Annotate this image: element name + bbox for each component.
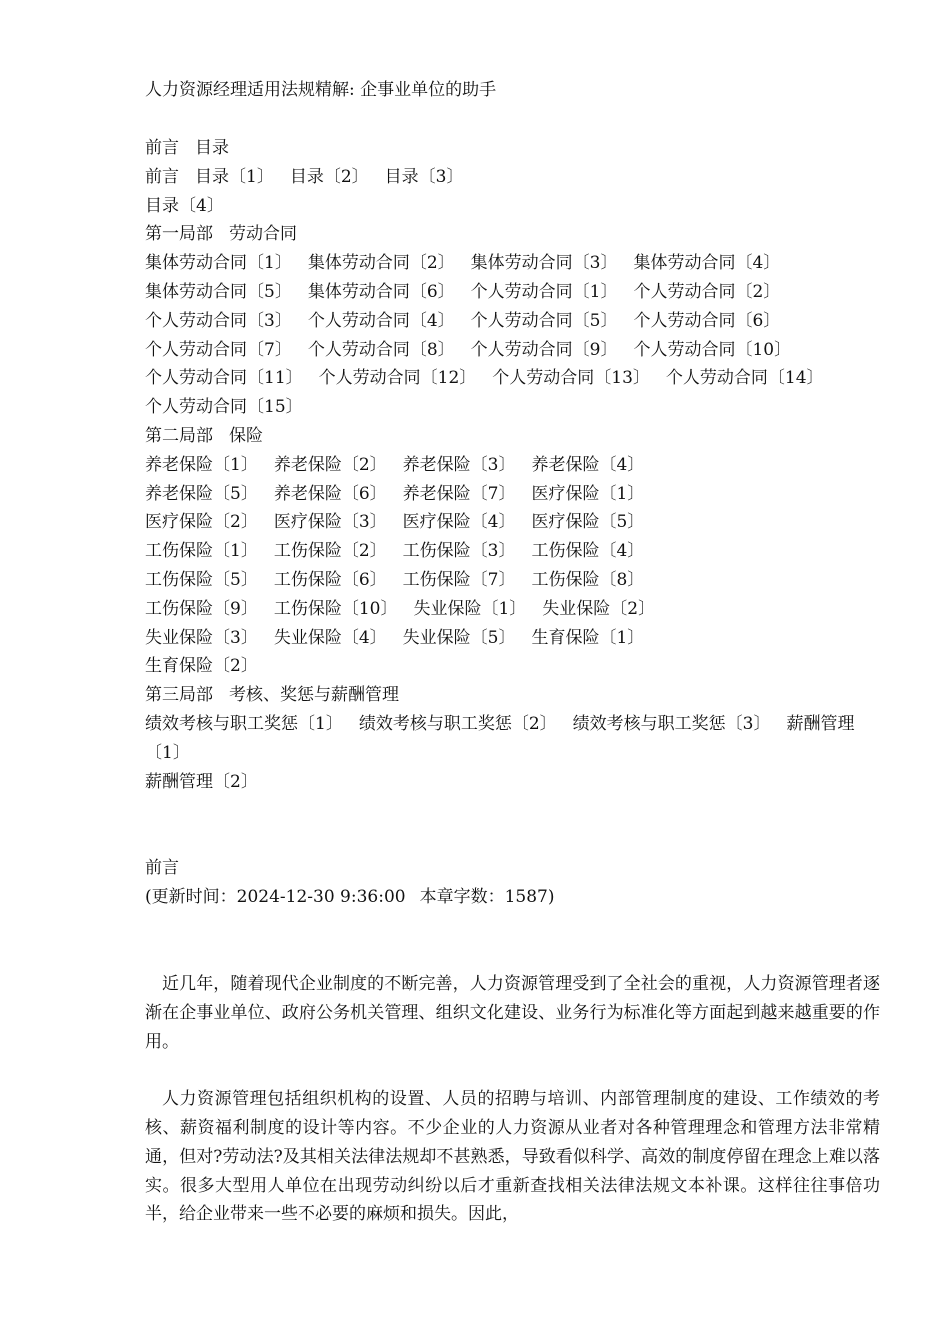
toc-item[interactable]: 集体劳动合同〔5〕 bbox=[145, 281, 292, 302]
toc-item[interactable]: 医疗保险〔5〕 bbox=[531, 512, 645, 533]
toc-item[interactable]: 工伤保险〔4〕 bbox=[531, 541, 645, 562]
toc-item[interactable]: 医疗保险〔2〕 bbox=[145, 512, 258, 533]
toc-item[interactable]: 工伤保险〔1〕 bbox=[145, 541, 258, 562]
toc-item[interactable]: 目录〔4〕 bbox=[145, 195, 224, 216]
toc-item[interactable]: 失业保险〔5〕 bbox=[402, 627, 516, 648]
toc-item[interactable]: 个人劳动合同〔2〕 bbox=[633, 281, 781, 302]
toc-line bbox=[145, 278, 880, 307]
toc-item[interactable]: 目录〔2〕 bbox=[289, 166, 369, 187]
chapter-header bbox=[145, 854, 880, 912]
toc-item[interactable]: 失业保险〔4〕 bbox=[273, 627, 387, 648]
toc-item[interactable]: 个人劳动合同〔1〕 bbox=[470, 281, 618, 302]
toc-item[interactable]: 工伤保险〔9〕 bbox=[145, 598, 258, 619]
toc-item[interactable]: 集体劳动合同〔3〕 bbox=[470, 253, 618, 274]
toc-line bbox=[145, 768, 880, 797]
toc-item[interactable]: 集体劳动合同〔4〕 bbox=[633, 253, 781, 274]
toc-item[interactable]: 工伤保险〔2〕 bbox=[273, 541, 387, 562]
toc-item[interactable]: 工伤保险〔3〕 bbox=[402, 541, 516, 562]
toc-item[interactable]: 个人劳动合同〔10〕 bbox=[633, 339, 792, 360]
toc-item[interactable]: 劳动合同 bbox=[229, 224, 297, 245]
toc-item[interactable]: 养老保险〔7〕 bbox=[402, 483, 516, 504]
toc-item[interactable]: 绩效考核与职工奖惩〔1〕 bbox=[145, 713, 343, 734]
toc-item[interactable]: 第二局部 bbox=[145, 425, 213, 446]
toc-item[interactable]: 个人劳动合同〔11〕 bbox=[145, 368, 303, 389]
toc-line bbox=[145, 480, 880, 509]
toc-line bbox=[145, 307, 880, 336]
toc-item[interactable]: 医疗保险〔4〕 bbox=[402, 512, 516, 533]
toc-item[interactable]: 生育保险〔1〕 bbox=[531, 627, 645, 648]
toc-item[interactable]: 工伤保险〔6〕 bbox=[273, 569, 387, 590]
toc-item[interactable]: 目录 bbox=[195, 138, 229, 158]
word-count: 本章字数：1587) bbox=[419, 887, 555, 908]
toc-item[interactable]: 养老保险〔3〕 bbox=[402, 454, 516, 475]
toc-item[interactable]: 集体劳动合同〔2〕 bbox=[307, 253, 455, 274]
toc-item[interactable]: 绩效考核与职工奖惩〔2〕 bbox=[358, 713, 557, 734]
toc-line bbox=[145, 652, 880, 681]
toc-line bbox=[145, 220, 880, 249]
toc-line bbox=[145, 364, 880, 393]
toc-line bbox=[145, 249, 880, 278]
toc-line bbox=[145, 595, 880, 624]
toc-item[interactable]: 目录〔1〕 bbox=[195, 166, 274, 187]
toc-item[interactable]: 个人劳动合同〔5〕 bbox=[470, 310, 618, 331]
toc-item[interactable]: 失业保险〔2〕 bbox=[542, 598, 656, 619]
toc-item[interactable]: 个人劳动合同〔8〕 bbox=[307, 339, 455, 360]
toc-item[interactable]: 个人劳动合同〔13〕 bbox=[492, 368, 650, 389]
toc-item[interactable]: 考核、奖惩与薪酬管理 bbox=[229, 685, 399, 706]
toc-item[interactable]: 个人劳动合同〔9〕 bbox=[470, 339, 618, 360]
toc-item[interactable]: 目录〔3〕 bbox=[384, 166, 464, 187]
toc-item[interactable]: 工伤保险〔5〕 bbox=[145, 569, 258, 590]
toc-line bbox=[145, 624, 880, 653]
toc-item[interactable]: 薪酬管理〔1〕 bbox=[145, 713, 855, 763]
toc-line bbox=[145, 134, 880, 163]
toc-item[interactable]: 失业保险〔1〕 bbox=[413, 598, 527, 619]
toc-item[interactable]: 生育保险〔2〕 bbox=[145, 656, 258, 677]
toc-item[interactable]: 绩效考核与职工奖惩〔3〕 bbox=[572, 713, 771, 734]
toc-item[interactable]: 个人劳动合同〔6〕 bbox=[633, 310, 781, 331]
toc-line bbox=[145, 422, 880, 451]
toc-line bbox=[145, 393, 880, 422]
toc-item[interactable]: 个人劳动合同〔14〕 bbox=[665, 368, 824, 389]
document-title: 人力资源经理适用法规精解: 企事业单位的助手 bbox=[145, 80, 497, 100]
table-of-contents bbox=[145, 134, 880, 796]
toc-item[interactable]: 养老保险〔1〕 bbox=[145, 454, 258, 475]
toc-item[interactable]: 个人劳动合同〔4〕 bbox=[307, 310, 455, 331]
toc-item[interactable]: 养老保险〔4〕 bbox=[531, 454, 645, 475]
toc-item[interactable]: 医疗保险〔3〕 bbox=[273, 512, 387, 533]
toc-line bbox=[145, 508, 880, 537]
toc-item[interactable]: 集体劳动合同〔6〕 bbox=[307, 281, 455, 302]
toc-line bbox=[145, 451, 880, 480]
toc-item[interactable]: 养老保险〔6〕 bbox=[273, 483, 387, 504]
toc-item[interactable]: 养老保险〔2〕 bbox=[273, 454, 387, 475]
toc-item[interactable]: 保险 bbox=[229, 425, 263, 446]
toc-line bbox=[145, 537, 880, 566]
toc-line bbox=[145, 710, 880, 768]
body-paragraph: 人力资源管理包括组织机构的设置、人员的招聘与培训、内部管理制度的建设、工作绩效的考核、薪资福利制度的设计等内容。不少企业的人力资源从业者对各种管理理念和管理方法非常精通，但对?劳动法?及其相关法律法规却不甚熟悉，导致看似科学、高效的制度停留在理念上难以落实。很多大型用人单位在出现劳动纠纷以后才重新查找相关法律法规文本补课。这样往往事倍功半，给企业带来一些不必要的麻烦和损失。因此， bbox=[145, 1089, 880, 1225]
chapter-meta bbox=[145, 883, 880, 912]
toc-item[interactable]: 个人劳动合同〔12〕 bbox=[318, 368, 477, 389]
toc-item[interactable]: 养老保险〔5〕 bbox=[145, 483, 258, 504]
toc-item[interactable]: 第一局部 bbox=[145, 224, 213, 245]
toc-item[interactable]: 工伤保险〔7〕 bbox=[402, 569, 516, 590]
update-time: (更新时间：2024-12-30 9:36:00 bbox=[145, 887, 406, 908]
toc-line bbox=[145, 681, 880, 710]
toc-item[interactable]: 前言 bbox=[145, 166, 179, 187]
toc-line bbox=[145, 192, 880, 221]
toc-line bbox=[145, 163, 880, 192]
chapter-heading: 前言 bbox=[145, 858, 179, 879]
toc-line bbox=[145, 336, 880, 365]
toc-item[interactable]: 工伤保险〔10〕 bbox=[273, 598, 398, 619]
toc-item[interactable]: 薪酬管理〔2〕 bbox=[145, 771, 258, 792]
body-paragraph: 近几年，随着现代企业制度的不断完善，人力资源管理受到了全社会的重视，人力资源管理者逐渐在企事业单位、政府公务机关管理、组织文化建设、业务行为标准化等方面起到越来越重要的作用。 bbox=[145, 973, 880, 1052]
toc-item[interactable]: 医疗保险〔1〕 bbox=[531, 483, 645, 504]
document-page bbox=[145, 76, 880, 1229]
toc-item[interactable]: 工伤保险〔8〕 bbox=[531, 569, 645, 590]
toc-item[interactable]: 前言 bbox=[145, 138, 179, 158]
toc-line bbox=[145, 566, 880, 595]
toc-item[interactable]: 第三局部 bbox=[145, 685, 213, 706]
toc-item[interactable]: 个人劳动合同〔3〕 bbox=[145, 310, 292, 331]
toc-item[interactable]: 个人劳动合同〔7〕 bbox=[145, 339, 292, 360]
toc-item[interactable]: 失业保险〔3〕 bbox=[145, 627, 258, 648]
toc-item[interactable]: 个人劳动合同〔15〕 bbox=[145, 397, 303, 418]
toc-item[interactable]: 集体劳动合同〔1〕 bbox=[145, 253, 292, 274]
